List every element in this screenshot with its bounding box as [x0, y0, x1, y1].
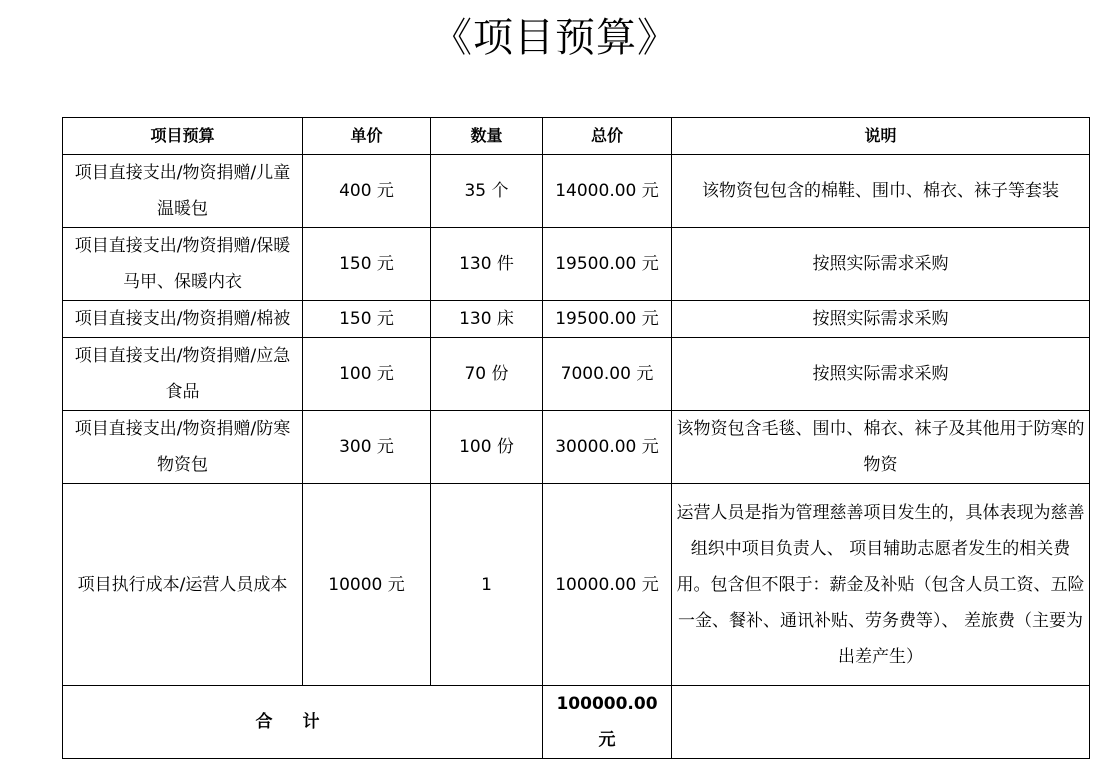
cell-unit-price: 10000 元: [303, 484, 431, 686]
cell-quantity: 35 个: [431, 155, 543, 228]
table-row: [63, 484, 1090, 686]
table-row: [63, 338, 1090, 411]
cell-note: 该物资包包含的棉鞋、围巾、棉衣、袜子等套装: [672, 155, 1090, 228]
total-label: 合计: [63, 686, 543, 759]
table-row: [63, 228, 1090, 301]
total-row: [63, 686, 1090, 759]
header-note: 说明: [672, 118, 1090, 155]
cell-item: 项目直接支出/物资捐赠/防寒物资包: [63, 411, 303, 484]
cell-note: 按照实际需求采购: [672, 301, 1090, 338]
table-row: [63, 301, 1090, 338]
cell-item: 项目直接支出/物资捐赠/棉被: [63, 301, 303, 338]
cell-note: 运营人员是指为管理慈善项目发生的，具体表现为慈善组织中项目负责人、 项目辅助志愿者发生的相关费用。包含但不限于：薪金及补贴（包含人员工资、五险一金、餐补、通讯补贴、劳务费等）、 差旅费（主要为出差产生）: [672, 484, 1090, 686]
cell-note: 按照实际需求采购: [672, 228, 1090, 301]
cell-total: 30000.00 元: [543, 411, 672, 484]
cell-total: 19500.00 元: [543, 301, 672, 338]
cell-unit-price: 400 元: [303, 155, 431, 228]
cell-unit-price: 100 元: [303, 338, 431, 411]
cell-unit-price: 150 元: [303, 301, 431, 338]
cell-quantity: 100 份: [431, 411, 543, 484]
cell-note: 按照实际需求采购: [672, 338, 1090, 411]
cell-total: 19500.00 元: [543, 228, 672, 301]
cell-unit-price: 300 元: [303, 411, 431, 484]
cell-item: 项目执行成本/运营人员成本: [63, 484, 303, 686]
budget-table: [62, 117, 1090, 759]
header-quantity: 数量: [431, 118, 543, 155]
header-item: 项目预算: [63, 118, 303, 155]
cell-total: 7000.00 元: [543, 338, 672, 411]
cell-quantity: 1: [431, 484, 543, 686]
table-header-row: [63, 118, 1090, 155]
cell-item: 项目直接支出/物资捐赠/保暖马甲、保暖内衣: [63, 228, 303, 301]
total-value: 100000.00 元: [543, 686, 672, 759]
header-total: 总价: [543, 118, 672, 155]
cell-unit-price: 150 元: [303, 228, 431, 301]
cell-quantity: 130 件: [431, 228, 543, 301]
table-row: [63, 411, 1090, 484]
cell-quantity: 70 份: [431, 338, 543, 411]
cell-total: 14000.00 元: [543, 155, 672, 228]
header-unit-price: 单价: [303, 118, 431, 155]
cell-item: 项目直接支出/物资捐赠/应急食品: [63, 338, 303, 411]
page-title: 《项目预算》: [432, 15, 678, 61]
cell-item: 项目直接支出/物资捐赠/儿童温暖包: [63, 155, 303, 228]
cell-quantity: 130 床: [431, 301, 543, 338]
table-row: [63, 155, 1090, 228]
cell-note: 该物资包含毛毯、围巾、棉衣、袜子及其他用于防寒的物资: [672, 411, 1090, 484]
total-note-empty: [672, 686, 1090, 759]
cell-total: 10000.00 元: [543, 484, 672, 686]
